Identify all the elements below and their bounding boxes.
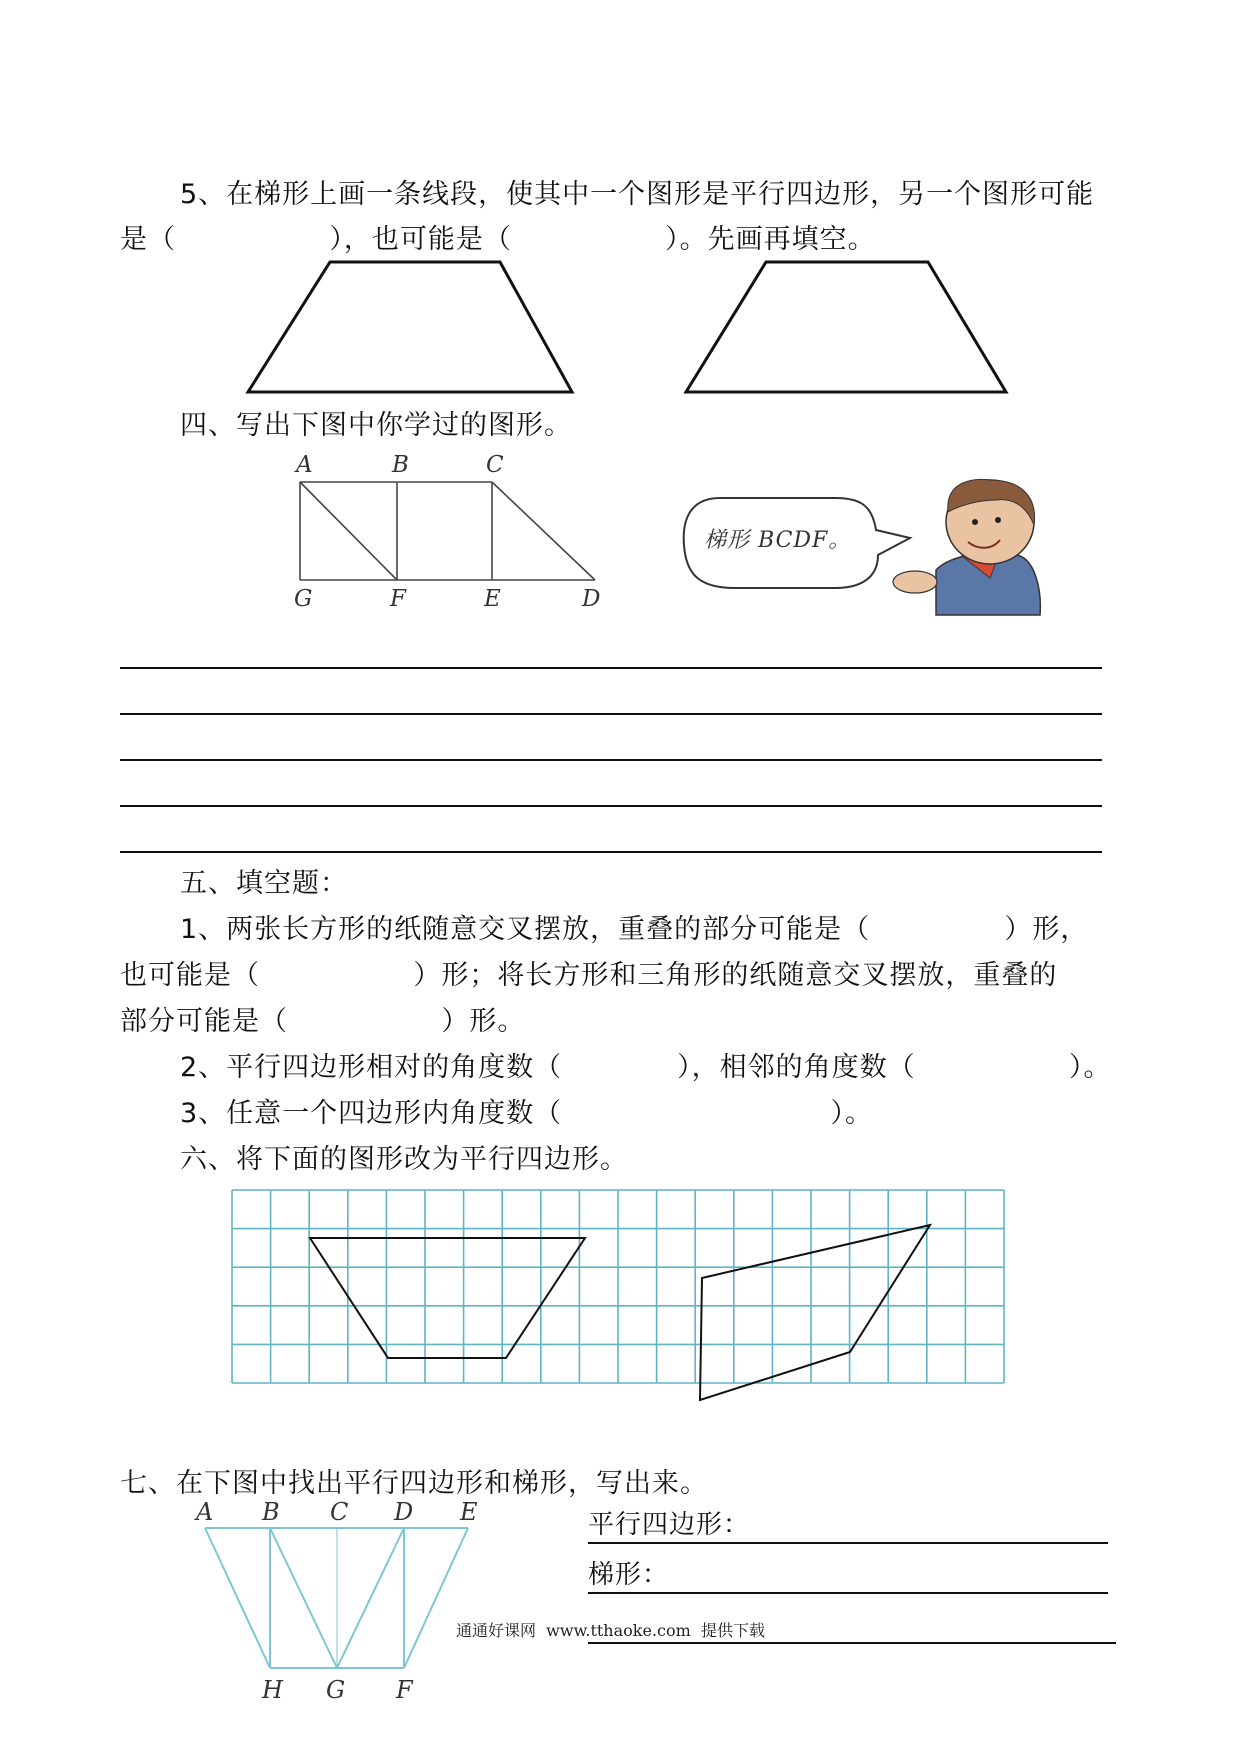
s7-answer-line-3 xyxy=(588,1642,1116,1644)
s5-q3: 3、任意一个四边形内角度数（ ）。 xyxy=(180,1098,873,1129)
s7-label-e: E xyxy=(460,1498,478,1526)
s5-q1-line2: 也可能是（ ）形；将长方形和三角形的纸随意交叉摆放，重叠的 xyxy=(120,960,1058,991)
q5-line1: 5、在梯形上画一条线段，使其中一个图形是平行四边形，另一个图形可能 xyxy=(180,179,1095,210)
s7-answer-parallelogram-label: 平行四边形： xyxy=(588,1510,751,1540)
s7-label-d: D xyxy=(394,1498,414,1526)
label-b: B xyxy=(392,452,409,478)
label-f: F xyxy=(390,586,406,612)
label-a: A xyxy=(296,452,313,478)
q5-line2: 是（ ），也可能是（ ）。先画再填空。 xyxy=(120,224,876,255)
label-e: E xyxy=(484,586,501,612)
label-g: G xyxy=(294,586,313,612)
s5-title: 五、填空题： xyxy=(180,868,348,899)
s7-answer-line-2 xyxy=(588,1592,1108,1594)
s7-label-c: C xyxy=(330,1498,349,1526)
s7-answer-line-1 xyxy=(588,1542,1108,1544)
s7-label-f: F xyxy=(396,1676,413,1704)
s4-title: 四、写出下图中你学过的图形。 xyxy=(180,410,572,441)
s5-q1-line1: 1、两张长方形的纸随意交叉摆放，重叠的部分可能是（ ）形， xyxy=(180,914,1089,945)
footer-text: 通通好课网 www.tthaoke.com 提供下载 xyxy=(456,1621,765,1640)
s7-label-h: H xyxy=(262,1676,283,1704)
label-d: D xyxy=(582,586,601,612)
s7-label-a: A xyxy=(196,1498,214,1526)
s7-title: 七、在下图中找出平行四边形和梯形，写出来。 xyxy=(120,1468,708,1499)
s5-q1-line3: 部分可能是（ ）形。 xyxy=(120,1006,526,1037)
s5-q2: 2、平行四边形相对的角度数（ ），相邻的角度数（ ）。 xyxy=(180,1052,1112,1083)
bubble-text: 梯形 BCDF。 xyxy=(704,528,852,553)
s7-label-b: B xyxy=(262,1498,280,1526)
s7-label-g: G xyxy=(326,1676,346,1704)
s7-answer-trapezoid-label: 梯形： xyxy=(588,1560,670,1590)
label-c: C xyxy=(486,452,504,478)
s6-title: 六、将下面的图形改为平行四边形。 xyxy=(180,1144,628,1175)
